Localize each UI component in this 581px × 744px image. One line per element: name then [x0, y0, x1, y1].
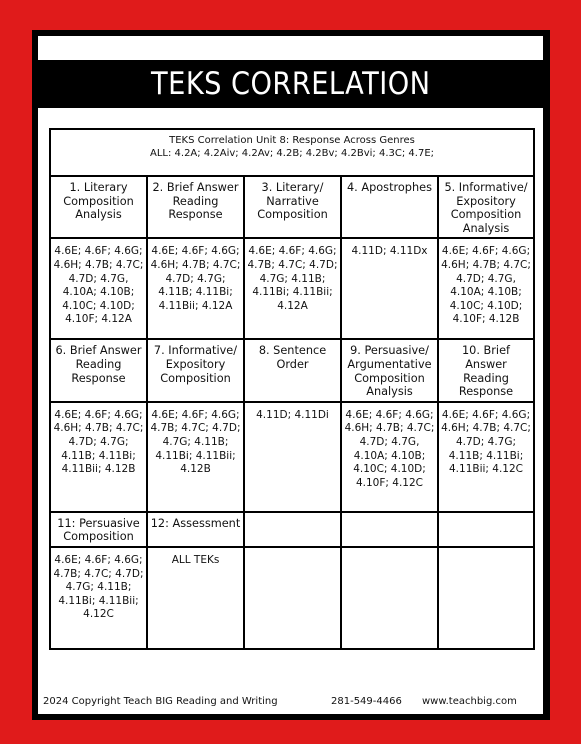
lesson-codes-cell: 4.6E; 4.6F; 4.6G; 4.7B; 4.7C; 4.7D; 4.7G; 4.11B; 4.11Bi; 4.11Bii; 4.12A	[244, 238, 341, 339]
lesson-title-cell: 11: Persuasive Composition	[50, 512, 147, 547]
page-title: TEKS CORRELATION	[150, 66, 431, 102]
table-header-cell	[50, 129, 534, 176]
footer-copyright: 2024 Copyright Teach BIG Reading and Writing	[43, 696, 278, 707]
lesson-codes-cell: 4.6E; 4.6F; 4.6G; 4.6H; 4.7B; 4.7C; 4.7D; 4.7G; 4.11B; 4.11Bi; 4.11Bii; 4.12A	[147, 238, 244, 339]
lesson-title-cell: 3. Literary/ Narrative Composition	[244, 176, 341, 238]
lesson-codes-cell: 4.6E; 4.6F; 4.6G; 4.6H; 4.7B; 4.7C; 4.7D; 4.7G, 4.10A; 4.10B; 4.10C; 4.10D; 4.10F; 4.12C	[341, 402, 438, 512]
lesson-codes-cell: 4.11D; 4.11Di	[244, 402, 341, 512]
lesson-codes-cell: 4.6E; 4.6F; 4.6G; 4.6H; 4.7B; 4.7C; 4.7D; 4.7G; 4.11B; 4.11Bi; 4.11Bii; 4.12C	[438, 402, 534, 512]
empty-cell	[341, 512, 438, 547]
teks-table	[49, 128, 535, 650]
lesson-title-cell: 6. Brief Answer Reading Response	[50, 339, 147, 401]
footer-phone: 281-549-4466	[331, 696, 402, 707]
lesson-title-cell: 9. Persuasive/ Argumentative Composition Analysis	[341, 339, 438, 401]
lesson-title-cell: 8. Sentence Order	[244, 339, 341, 401]
title-banner	[38, 60, 543, 108]
empty-cell	[244, 547, 341, 649]
lesson-codes-cell: 4.11D; 4.11Dx	[341, 238, 438, 339]
lesson-title-cell: 7. Informative/ Expository Composition	[147, 339, 244, 401]
lesson-title-cell: 1. Literary Composition Analysis	[50, 176, 147, 238]
empty-cell	[438, 547, 534, 649]
lesson-title-cell: 10. Brief Answer Reading Response	[438, 339, 534, 401]
footer-website: www.teachbig.com	[422, 696, 517, 707]
empty-cell	[341, 547, 438, 649]
lesson-codes-cell: 4.6E; 4.6F; 4.6G; 4.7B; 4.7C; 4.7D; 4.7G; 4.11B; 4.11Bi; 4.11Bii; 4.12B	[147, 402, 244, 512]
empty-cell	[438, 512, 534, 547]
table-header-line2: ALL: 4.2A; 4.2Aiv; 4.2Av; 4.2B; 4.2Bv; 4.2Bvi; 4.3C; 4.7E;	[150, 147, 435, 159]
empty-cell	[244, 512, 341, 547]
lesson-codes-cell: 4.6E; 4.6F; 4.6G; 4.7B; 4.7C; 4.7D; 4.7G; 4.11B; 4.11Bi; 4.11Bii; 4.12C	[50, 547, 147, 649]
lesson-codes-cell: 4.6E; 4.6F; 4.6G; 4.6H; 4.7B; 4.7C; 4.7D; 4.7G, 4.10A; 4.10B; 4.10C; 4.10D; 4.10F; 4.12A	[50, 238, 147, 339]
lesson-codes-cell: 4.6E; 4.6F; 4.6G; 4.6H; 4.7B; 4.7C; 4.7D; 4.7G; 4.11B; 4.11Bi; 4.11Bii; 4.12B	[50, 402, 147, 512]
lesson-title-cell: 5. Informative/ Expository Composition Analysis	[438, 176, 534, 238]
lesson-title-cell: 2. Brief Answer Reading Response	[147, 176, 244, 238]
table-header-line1: TEKS Correlation Unit 8: Response Across Genres	[169, 135, 415, 146]
document-page	[38, 36, 543, 714]
lesson-title-cell: 4. Apostrophes	[341, 176, 438, 238]
lesson-title-cell: 12: Assessment	[147, 512, 244, 547]
lesson-codes-cell: 4.6E; 4.6F; 4.6G; 4.6H; 4.7B; 4.7C; 4.7D; 4.7G, 4.10A; 4.10B; 4.10C; 4.10D; 4.10F; 4.12B	[438, 238, 534, 339]
lesson-codes-cell: ALL TEKs	[147, 547, 244, 649]
